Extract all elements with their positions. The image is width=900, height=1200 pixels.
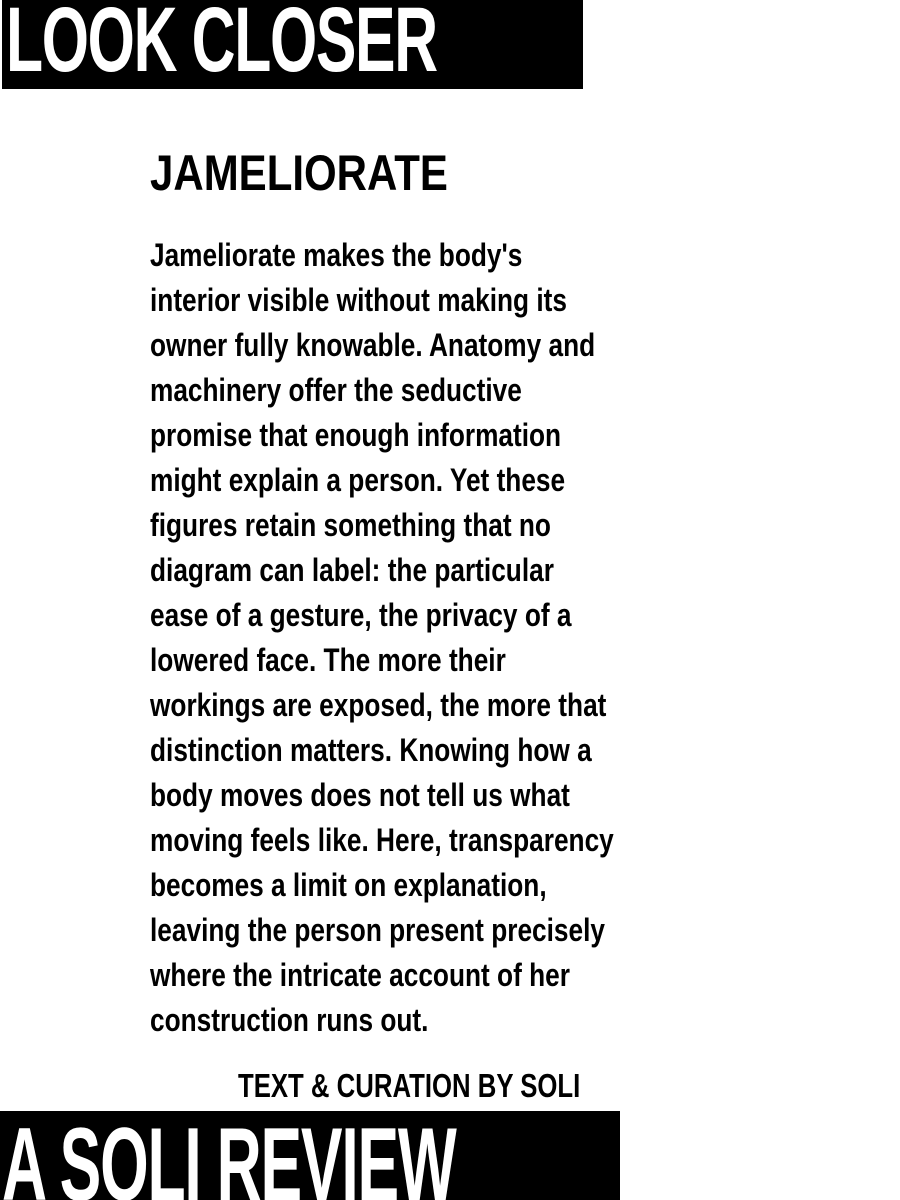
- header-banner-text: LOOK CLOSER: [6, 0, 437, 89]
- body-line: leaving the person present precisely: [150, 912, 605, 948]
- body-line: construction runs out.: [150, 1002, 429, 1038]
- body-line: owner fully knowable. Anatomy and: [150, 327, 596, 363]
- body-line: might explain a person. Yet these: [150, 462, 566, 498]
- article-title: JAMELIORATE: [150, 145, 448, 201]
- body-line: where the intricate account of her: [150, 957, 570, 993]
- body-line: distinction matters. Knowing how a: [150, 732, 592, 768]
- body-line: Jameliorate makes the body's: [150, 237, 523, 273]
- credit-line: TEXT & CURATION BY SOLI: [238, 1067, 581, 1104]
- body-line: promise that enough information: [150, 417, 562, 453]
- body-line: machinery offer the seductive: [150, 372, 522, 408]
- footer-banner: [0, 1111, 620, 1200]
- header-banner: [2, 0, 583, 89]
- body-line: becomes a limit on explanation,: [150, 867, 547, 903]
- footer-banner-text: A SOLI REVIEW: [2, 1111, 456, 1200]
- body-line: interior visible without making its: [150, 282, 567, 318]
- body-line: figures retain something that no: [150, 507, 551, 543]
- body-line: body moves does not tell us what: [150, 777, 570, 813]
- body-line: diagram can label: the particular: [150, 552, 554, 588]
- article-body: [150, 233, 850, 1043]
- body-line: workings are exposed, the more that: [150, 687, 607, 723]
- body-line: moving feels like. Here, transparency: [150, 822, 614, 858]
- body-line: lowered face. The more their: [150, 642, 506, 678]
- body-line: ease of a gesture, the privacy of a: [150, 597, 572, 633]
